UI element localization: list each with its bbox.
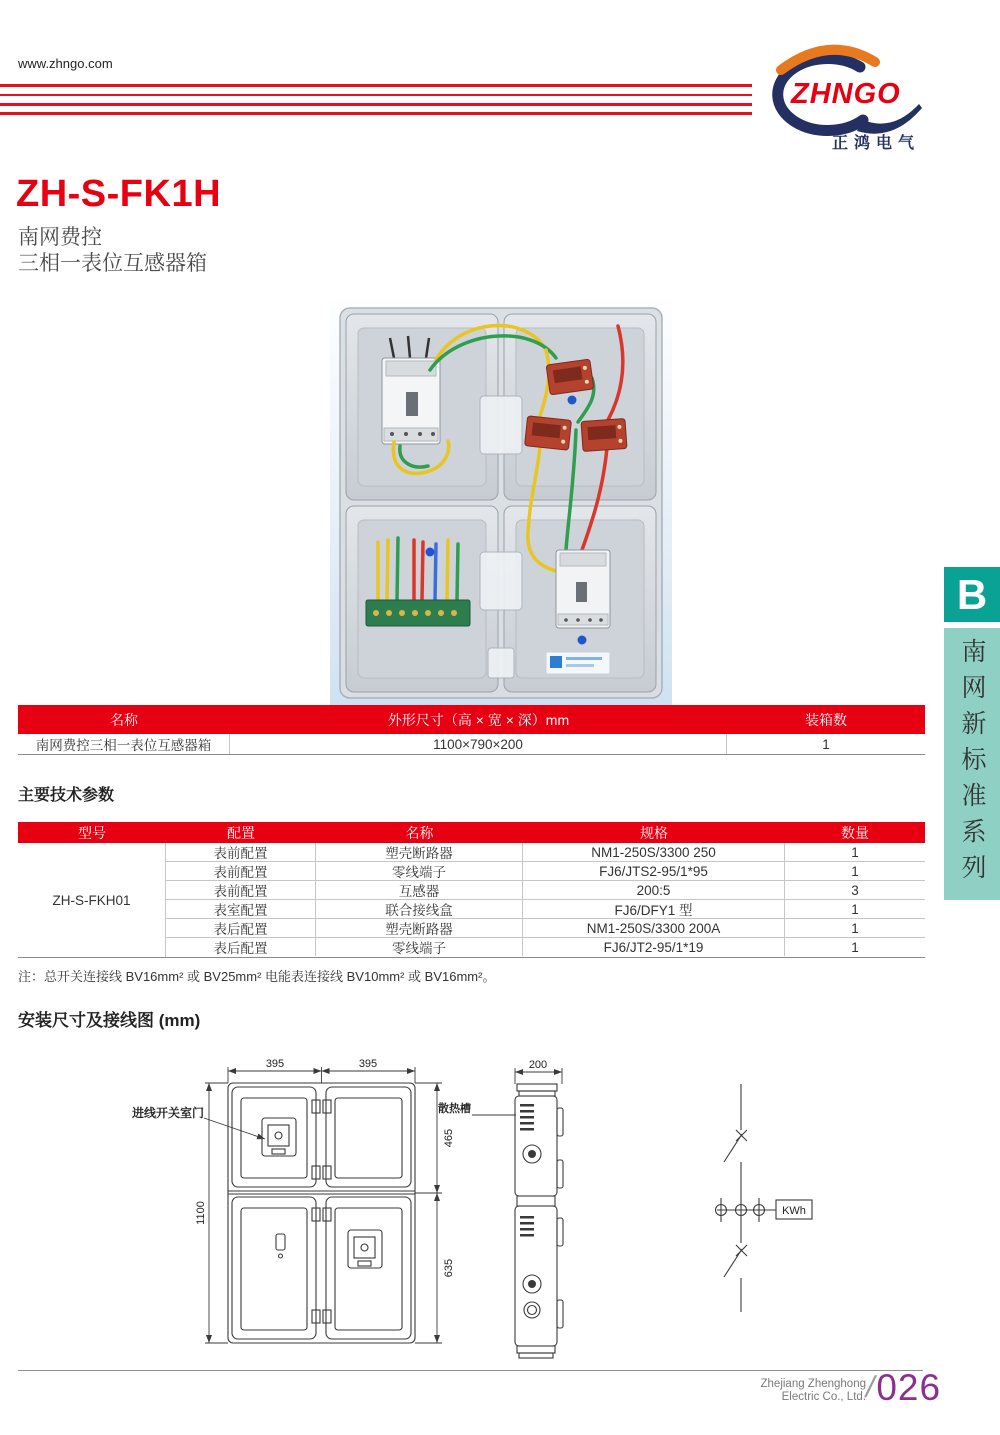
logo-cn-name: 正鸿电气	[832, 135, 921, 152]
row5-config: 表后配置	[166, 919, 316, 937]
tech-table-header	[18, 822, 925, 843]
section-tab-series	[944, 628, 1000, 900]
page-number-slash: /	[862, 1371, 878, 1404]
tab-letter-b: B	[956, 570, 988, 618]
row2-config: 表前配置	[166, 862, 316, 880]
dim-width-right: 395	[358, 1058, 378, 1070]
logo-wordmark: ZHNGO	[791, 78, 901, 110]
page-title-model: ZH-S-FK1H	[16, 173, 222, 215]
section-tab-letter	[944, 567, 1000, 622]
kwh-label: KWh	[782, 1205, 806, 1217]
product-size-cell: 1100×790×200	[230, 734, 727, 754]
product-qty-cell: 1	[822, 736, 830, 752]
utility-sticker	[546, 652, 610, 674]
dim-height-bottom: 635	[443, 1258, 455, 1278]
row3-spec: 200:5	[523, 881, 785, 899]
row4-name: 联合接线盒	[316, 900, 523, 918]
dim-width-left: 395	[265, 1058, 285, 1070]
tech-row-1	[166, 843, 925, 862]
company-line-1: Zhejiang Zhenghong	[760, 1378, 866, 1390]
website-url: www.zhngo.com	[18, 56, 113, 71]
page-subtitle-2: 三相一表位互感器箱	[18, 252, 207, 275]
header-rule-2	[0, 94, 752, 97]
row2-qty: 1	[851, 863, 859, 879]
circuit-diagram	[716, 1084, 813, 1312]
size-table-header	[18, 705, 925, 734]
header-rule-3	[0, 103, 752, 106]
company-line-2: Electric Co., Ltd.	[781, 1391, 866, 1403]
tech-rows	[166, 843, 925, 957]
row4-qty: 1	[851, 901, 859, 917]
row3-qty: 3	[851, 882, 859, 898]
side-view	[472, 1068, 563, 1358]
vent-slot-label: 散热槽	[438, 1103, 471, 1115]
front-view	[204, 1067, 442, 1343]
tech-model-cell: ZH-S-FKH01	[18, 843, 166, 957]
row5-qty: 1	[851, 920, 859, 936]
tech-col-name: 名称	[405, 824, 434, 841]
row3-config: 表前配置	[166, 881, 316, 899]
page-number-value: 026	[876, 1367, 942, 1408]
meter-window	[348, 1230, 382, 1268]
hinges	[312, 1100, 331, 1323]
tech-table-body	[18, 843, 925, 958]
inlet-door-label: 进线开关室门	[131, 1106, 205, 1120]
dim-depth: 200	[528, 1059, 548, 1071]
wiring-note: 注：总开关连接线 BV16mm² 或 BV25mm² 电能表连接线 BV10mm² 或 BV16mm²。	[18, 969, 496, 984]
size-col-name: 名称	[110, 711, 138, 728]
installation-drawing	[100, 1038, 930, 1373]
row2-name: 零线端子	[316, 862, 523, 880]
size-table-row	[18, 734, 925, 755]
row1-config: 表前配置	[166, 843, 316, 861]
size-col-dims: 外形尺寸（高 × 宽 × 深）mm	[387, 711, 570, 728]
product-photo	[330, 300, 672, 708]
tech-col-config: 配置	[227, 824, 255, 841]
row6-config: 表后配置	[166, 938, 316, 956]
footer-company	[690, 1378, 866, 1404]
tech-col-model: 型号	[78, 824, 106, 841]
row2-spec: FJ6/JTS2-95/1*95	[523, 862, 785, 880]
tech-row-4	[166, 900, 925, 919]
size-table	[18, 705, 925, 755]
row3-name: 互感器	[316, 881, 523, 899]
door-label-leader	[204, 1118, 265, 1139]
dim-height-top: 465	[443, 1128, 455, 1148]
row5-name: 塑壳断路器	[316, 919, 523, 937]
header-rule-4	[0, 112, 752, 115]
row4-spec: FJ6/DFY1 型	[523, 900, 785, 918]
dim-height-total: 1100	[195, 1201, 207, 1225]
page-subtitle-1: 南网费控	[18, 226, 102, 249]
footer-rule	[18, 1370, 923, 1371]
vent-slots	[520, 1104, 534, 1237]
tech-row-5	[166, 919, 925, 938]
size-col-qty: 装箱数	[805, 711, 847, 728]
row1-spec: NM1-250S/3300 250	[523, 843, 785, 861]
door-handle	[276, 1234, 285, 1258]
page-number	[862, 1366, 942, 1410]
tech-table	[18, 822, 925, 958]
row6-qty: 1	[851, 939, 859, 955]
tech-section-title: 主要技术参数	[18, 787, 115, 804]
tech-row-6	[166, 938, 925, 956]
tech-col-qty: 数量	[841, 824, 869, 841]
wire-junction-dot	[568, 396, 577, 405]
header-rule-1	[0, 84, 752, 87]
install-section-title: 安装尺寸及接线图 (mm)	[18, 1011, 201, 1030]
tech-col-spec: 规格	[640, 824, 668, 841]
inlet-switch-window	[262, 1118, 296, 1156]
row5-spec: NM1-250S/3300 200A	[523, 919, 785, 937]
row1-name: 塑壳断路器	[316, 843, 523, 861]
tech-row-2	[166, 862, 925, 881]
company-logo	[745, 42, 935, 157]
row1-qty: 1	[851, 844, 859, 860]
series-vertical-text: 南网新标准系列	[958, 638, 986, 890]
tech-row-3	[166, 881, 925, 900]
row6-name: 零线端子	[316, 938, 523, 956]
product-name-cell: 南网费控三相一表位互感器箱	[18, 734, 230, 754]
row4-config: 表室配置	[166, 900, 316, 918]
row6-spec: FJ6/JT2-95/1*19	[523, 938, 785, 956]
